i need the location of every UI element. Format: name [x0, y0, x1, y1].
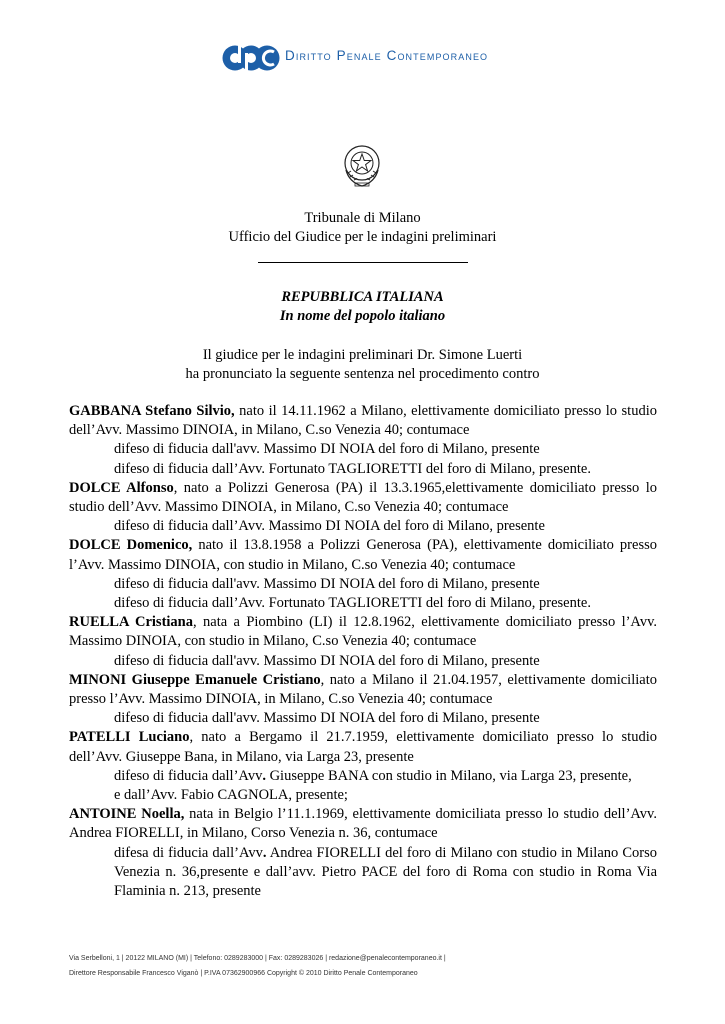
- defense-counsel: difeso di fiducia dall'avv. Massimo DI NOIA del foro di Milano, presente: [114, 710, 540, 727]
- defendant-details: , nata a Piombino (LI) il 12.8.1962, elettivamente domiciliato presso l’Avv. Massimo DINOIA, con studio in Milano, C.so Venezia 40; contumace: [69, 614, 658, 650]
- defense-counsel: difeso di fiducia dall’Avv. Fortunato TAGLIORETTI del foro di Milano, presente.: [114, 460, 591, 477]
- defense-counsel: difesa di fiducia dall’Avv. Andrea FIORELLI del foro di Milano con studio in Milano Corso Venezia n. 36,presente e dall’avv. Pietro PACE del foro di Roma con studio in Roma Via Flaminia n. 213, presente: [114, 844, 657, 900]
- court-office: Ufficio del Giudice per le indagini preliminari: [228, 229, 497, 245]
- defendant-details: , nato a Bergamo il 21.7.1959, elettivamente domiciliato presso lo studio dell’Avv. Giuseppe Bana, in Milano, via Larga 23, presente: [69, 729, 657, 765]
- defense-counsel: difeso di fiducia dall'avv. Massimo DI NOIA del foro di Milano, presente: [114, 575, 540, 592]
- court-name: Tribunale di Milano: [304, 210, 421, 226]
- defendant-name: ANTOINE Noella,: [69, 806, 185, 823]
- defense-counsel: difeso di fiducia dall'avv. Massimo DI NOIA del foro di Milano, presente: [114, 441, 540, 458]
- defendant-entry: [69, 479, 657, 517]
- defendant-entry: [69, 728, 657, 766]
- defendant-entry: [69, 805, 657, 843]
- heading-people: In nome del popolo italiano: [279, 308, 446, 324]
- defendant-entry: [69, 613, 657, 651]
- dpc-logo: [222, 33, 512, 83]
- defendant-name: PATELLI Luciano: [69, 729, 190, 746]
- intro-judge: Il giudice per le indagini preliminari Dr. Simone Luerti: [202, 347, 523, 363]
- defendant-name: RUELLA Cristiana: [69, 614, 194, 631]
- defendant-name: MINONI Giuseppe Emanuele Cristiano: [69, 671, 321, 688]
- footer-contacts: Via Serbelloni, 1 | 20122 MILANO (MI) | Telefono: 0289283000 | Fax: 0289283026 | redazione@penalecontemporaneo.it |: [69, 955, 446, 962]
- defendant-details: nata in Belgio l’11.1.1969, elettivamente domiciliata presso lo studio dell’Avv. Andrea FIORELLI, in Milano, Corso Venezia n. 36, contumace: [69, 806, 657, 842]
- divider: [258, 262, 468, 263]
- defendant-name: DOLCE Domenico,: [69, 537, 193, 554]
- intro-sentence: ha pronunciato la seguente sentenza nel procedimento contro: [185, 366, 540, 382]
- defendant-entry: [69, 402, 657, 440]
- defense-counsel: difeso di fiducia dall’Avv. Massimo DI NOIA del foro di Milano, presente: [114, 518, 545, 535]
- defendant-details: , nato a Milano il 21.04.1957, elettivamente domiciliato presso l’Avv. Massimo DINOIA, in Milano, C.so Venezia 40; contumace: [69, 671, 657, 708]
- defendant-name: GABBANA Stefano Silvio,: [69, 403, 235, 419]
- defendant-name: DOLCE Alfonso: [69, 479, 174, 496]
- defense-counsel: difeso di fiducia dall’Avv. Fortunato TAGLIORETTI del foro di Milano, presente.: [114, 595, 591, 612]
- defense-counsel: difeso di fiducia dall’Avv. Giuseppe BANA con studio in Milano, via Larga 23, presente,: [114, 767, 632, 784]
- defendant-entry: [69, 671, 657, 709]
- defense-counsel-extra: e dall’Avv. Fabio CAGNOLA, presente;: [114, 787, 348, 804]
- defendant-details: , nato a Polizzi Generosa (PA) il 13.3.1965,elettivamente domiciliato presso lo studio dell’Avv. Massimo DINOIA, in Milano, C.so Venezia 40; contumace: [69, 479, 657, 516]
- defendant-details: nato il 13.8.1958 a Polizzi Generosa (PA), elettivamente domiciliato presso l’Avv. Massimo DINOIA, con studio in Milano, C.so Venezia 40; contumace: [69, 537, 657, 573]
- defendant-details: nato il 14.11.1962 a Milano, elettivamente domiciliato presso lo studio dell’Avv. Massimo DINOIA, in Milano, C.so Venezia 40; contumace: [69, 403, 657, 439]
- dpc-logo-icon: [222, 33, 280, 83]
- logo-title: Diritto Penale Contemporaneo: [285, 48, 489, 63]
- footer-copyright: Direttore Responsabile Francesco Viganò | P.IVA 07362900966 Copyright © 2010 Diritto Penale Contemporaneo: [69, 970, 418, 977]
- repubblica-italiana-emblem-icon: [337, 140, 387, 190]
- heading-republic: REPUBBLICA ITALIANA: [281, 289, 444, 305]
- defense-counsel: difeso di fiducia dall'avv. Massimo DI NOIA del foro di Milano, presente: [114, 652, 540, 669]
- defendant-entry: [69, 536, 657, 574]
- defendants-list: [69, 402, 657, 901]
